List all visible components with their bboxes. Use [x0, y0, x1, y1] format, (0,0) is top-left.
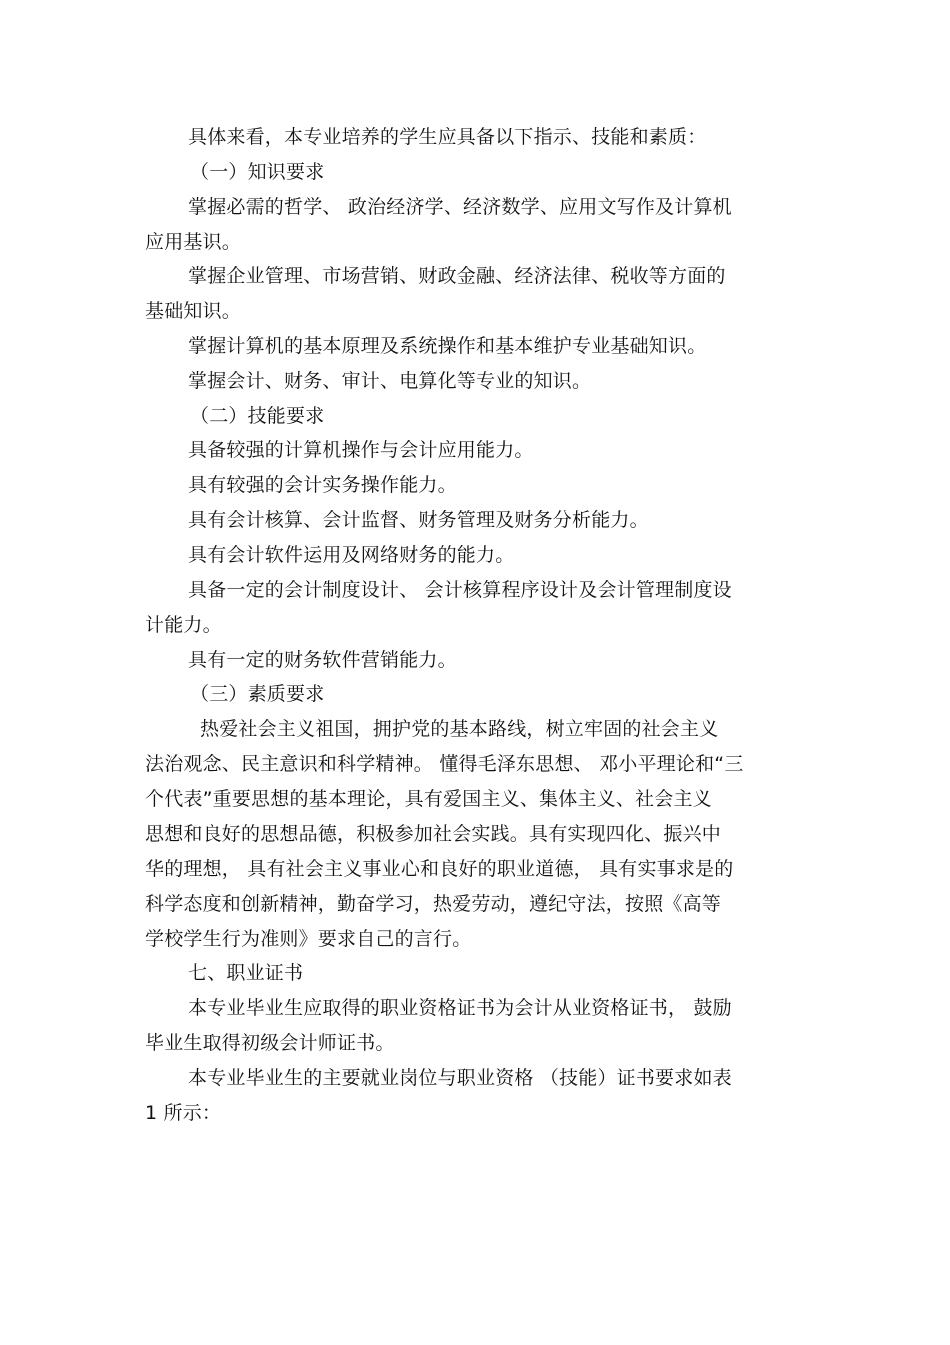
- table-reference-line-1: 本专业毕业生的主要就业岗位与职业资格 （技能）证书要求如表: [188, 1067, 732, 1089]
- quality-paragraph-line-5: 华的理想， 具有社会主义事业心和良好的职业道德， 具有实事求是的: [145, 858, 734, 880]
- intro-line: 具体来看，本专业培养的学生应具备以下指示、技能和素质：: [188, 126, 707, 148]
- knowledge-item-4: 掌握会计、财务、审计、电算化等专业的知识。: [188, 370, 592, 392]
- certificate-paragraph-line-2: 毕业生取得初级会计师证书。: [145, 1032, 395, 1054]
- section-heading-knowledge: （一）知识要求: [190, 161, 325, 183]
- certificate-paragraph-line-1: 本专业毕业生应取得的职业资格证书为会计从业资格证书， 鼓励: [188, 997, 732, 1019]
- knowledge-item-2: 掌握企业管理、市场营销、财政金融、经济法律、税收等方面的: [188, 265, 726, 287]
- skill-item-4: 具有会计软件运用及网络财务的能力。: [188, 544, 515, 566]
- knowledge-item-1-cont: 应用基识。: [145, 231, 242, 253]
- table-reference-line-2: 1 所示：: [145, 1102, 222, 1124]
- quality-paragraph-line-4: 思想和良好的思想品德，积极参加社会实践。具有实现四化、振兴中: [145, 823, 722, 845]
- section-heading-skills: （二）技能要求: [190, 405, 325, 427]
- skill-item-3: 具有会计核算、会计监督、财务管理及财务分析能力。: [188, 509, 649, 531]
- knowledge-item-1: 掌握必需的哲学、 政治经济学、经济数学、应用文写作及计算机: [188, 196, 732, 218]
- quality-paragraph-line-7: 学校学生行为准则》要求自己的言行。: [145, 928, 472, 950]
- quality-paragraph-line-6: 科学态度和创新精神，勤奋学习，热爱劳动，遵纪守法，按照《高等: [145, 893, 722, 915]
- skill-item-2: 具有较强的会计实务操作能力。: [188, 474, 457, 496]
- skill-item-5: 具备一定的会计制度设计、 会计核算程序设计及会计管理制度设: [188, 579, 732, 601]
- knowledge-item-2-cont: 基础知识。: [145, 300, 242, 322]
- skill-item-5-cont: 计能力。: [145, 614, 222, 636]
- quality-paragraph-line-2: 法治观念、民主意识和科学精神。 懂得毛泽东思想、 邓小平理论和“三: [145, 753, 744, 775]
- section-heading-certificates: 七、职业证书: [188, 962, 304, 984]
- section-heading-quality: （三）素质要求: [190, 683, 325, 705]
- knowledge-item-3: 掌握计算机的基本原理及系统操作和基本维护专业基础知识。: [188, 335, 707, 357]
- quality-paragraph-line-1: 热爱社会主义祖国，拥护党的基本路线，树立牢固的社会主义: [200, 718, 719, 740]
- skill-item-1: 具备较强的计算机操作与会计应用能力。: [188, 439, 534, 461]
- skill-item-6: 具有一定的财务软件营销能力。: [188, 649, 457, 671]
- quality-paragraph-line-3: 个代表”重要思想的基本理论，具有爱国主义、集体主义、社会主义: [145, 788, 712, 810]
